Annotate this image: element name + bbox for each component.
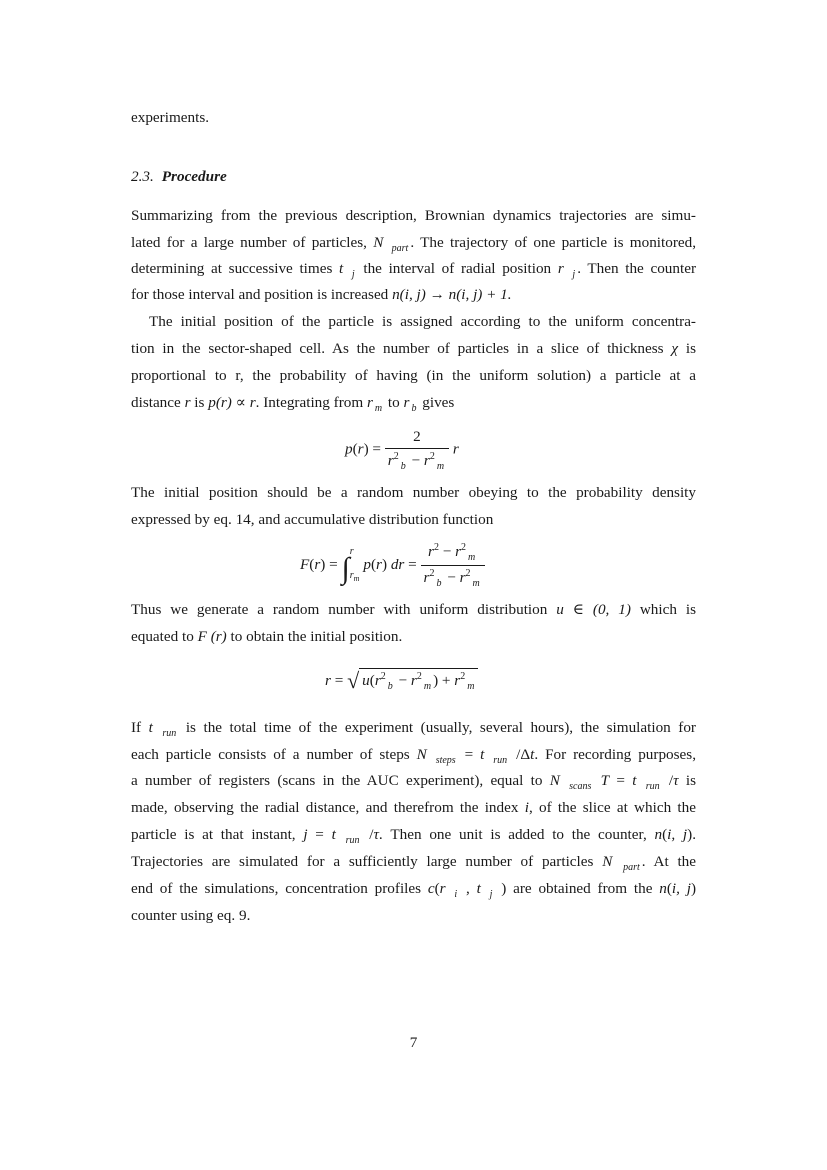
equation-pr: p(r) = $\frac{2}{r^2_b - r^2_m}$ r	[345, 428, 459, 472]
top-fragment: experiments.	[131, 109, 210, 126]
p4-line-1: Thus we generate a random number with uniform distribution u ∈ (0, 1) which is	[131, 601, 696, 618]
equation-Fr: F(r) = ∫ r $r_m$ p(r) dr = $\frac{r^2 - r^2_m}{r^2_b - r^2_m}$	[300, 542, 485, 589]
p5-line-3: a number of registers (scans in the AUC experiment), equal to N $_{scans}$ T = t $_{run}$ /τ is	[131, 772, 696, 792]
p1-line-1: Summarizing from the previous description, Brownian dynamics trajectories are simu-	[131, 207, 696, 224]
section-heading	[131, 168, 227, 186]
p4-line-2: equated to F (r) to obtain the initial position.	[131, 628, 403, 645]
equation-r: r = √ $u(r^2_b - r^2_m$ ) + $r^2_m$	[325, 668, 478, 694]
p2-line-2: tion in the sector-shaped cell. As the number of particles in a slice of thickness χ is	[131, 340, 696, 357]
p5-line-6: Trajectories are simulated for a sufficiently large number of particles N $_{part}$ . At the	[131, 853, 697, 873]
p5-line-2: each particle consists of a number of steps N $_{steps}$ = t $_{run}$ /Δt. For recording purposes,	[131, 746, 696, 766]
page-number: 7	[409, 1034, 418, 1051]
p3-line-1: The initial position should be a random number obeying to the probability density	[131, 484, 696, 501]
p5-line-4: made, observing the radial distance, and therefrom the index i, of the slice at which the	[131, 799, 696, 816]
p5-line-8: counter using eq. 9.	[131, 907, 251, 924]
section-number: 2.3.	[131, 168, 154, 185]
p5-line-5: particle is at that instant, j = t $_{run}$ /τ. Then one unit is added to the counter, n(i, j).	[131, 826, 696, 846]
p2-line-3: proportional to r, the probability of having (in the uniform solution) a particle at a	[131, 367, 696, 384]
p1-line-3: determining at successive times t $_j$ the interval of radial position r $_j$ . Then the counter	[131, 260, 697, 280]
p5-line-7: end of the simulations, concentration profiles c(r $_i$ , t $_j$ ) are obtained from the n(i, j)	[131, 880, 697, 900]
p2-line-4: distance r is p(r) ∝ r. Integrating from r $_m$ to r $_b$ gives	[131, 394, 455, 414]
p1-line-2: lated for a large number of particles, N $_{part}$ . The trajectory of one particle is monitored,	[131, 234, 697, 254]
p2-line-1: The initial position of the particle is assigned according to the uniform concentra-	[149, 313, 696, 330]
p3-line-2: expressed by eq. 14, and accumulative distribution function	[131, 511, 494, 528]
p1-line-4: for those interval and position is increased n(i, j) → n(i, j) + 1.	[131, 286, 512, 303]
section-title: Procedure	[161, 168, 227, 185]
p5-line-1: If t $_{run}$ is the total time of the experiment (usually, several hours), the simulation for	[131, 719, 696, 739]
